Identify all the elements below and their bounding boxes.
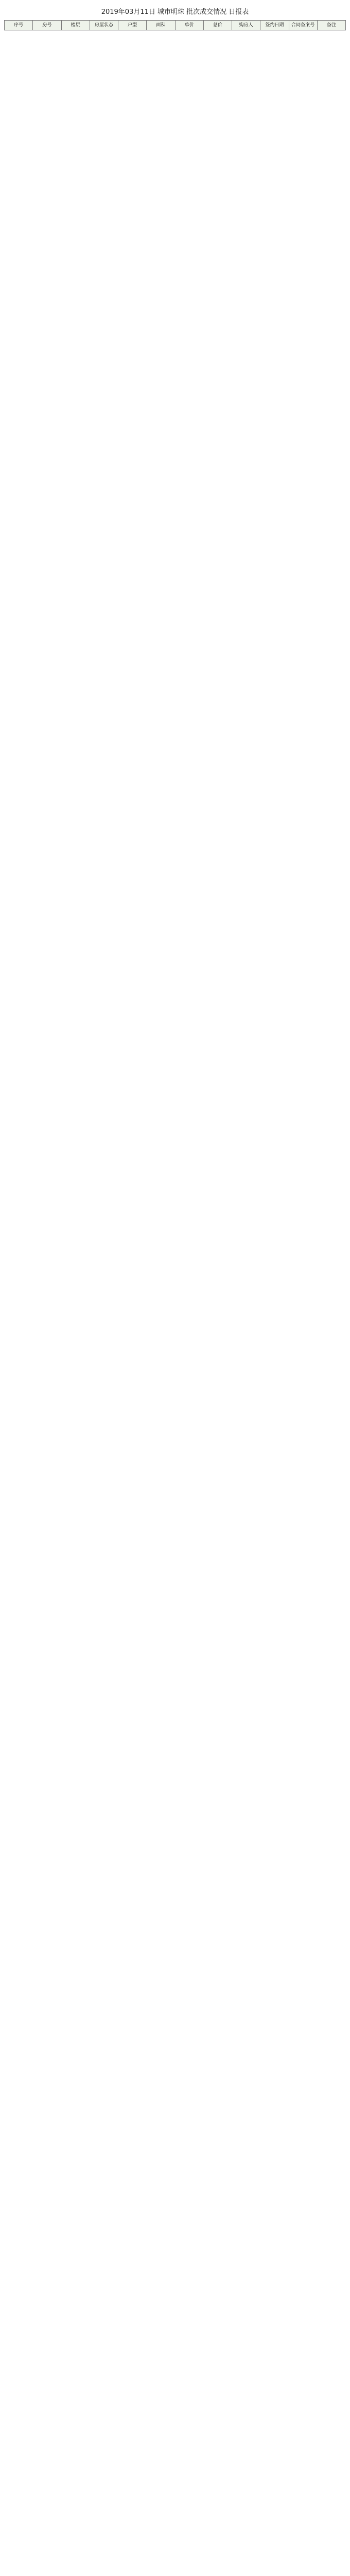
column-header: 购房人: [232, 21, 260, 30]
table-header-row: [5, 21, 346, 30]
column-header: 签约日期: [260, 21, 289, 30]
report-sheet: [0, 0, 350, 33]
column-header: 面积: [147, 21, 175, 30]
table-head: [5, 21, 346, 30]
column-header: 总价: [203, 21, 232, 30]
column-header: 楼层: [61, 21, 90, 30]
column-header: 户型: [118, 21, 147, 30]
report-title: 2019年03月11日 城市明珠 批次成交情况 日报表: [101, 8, 249, 16]
column-header: 合同备案号: [289, 21, 317, 30]
column-header: 备注: [317, 21, 345, 30]
column-header: 房屋状态: [90, 21, 118, 30]
column-header: 序号: [5, 21, 33, 30]
column-header: 单价: [175, 21, 203, 30]
transaction-table: [4, 20, 346, 30]
column-header: 房号: [33, 21, 61, 30]
